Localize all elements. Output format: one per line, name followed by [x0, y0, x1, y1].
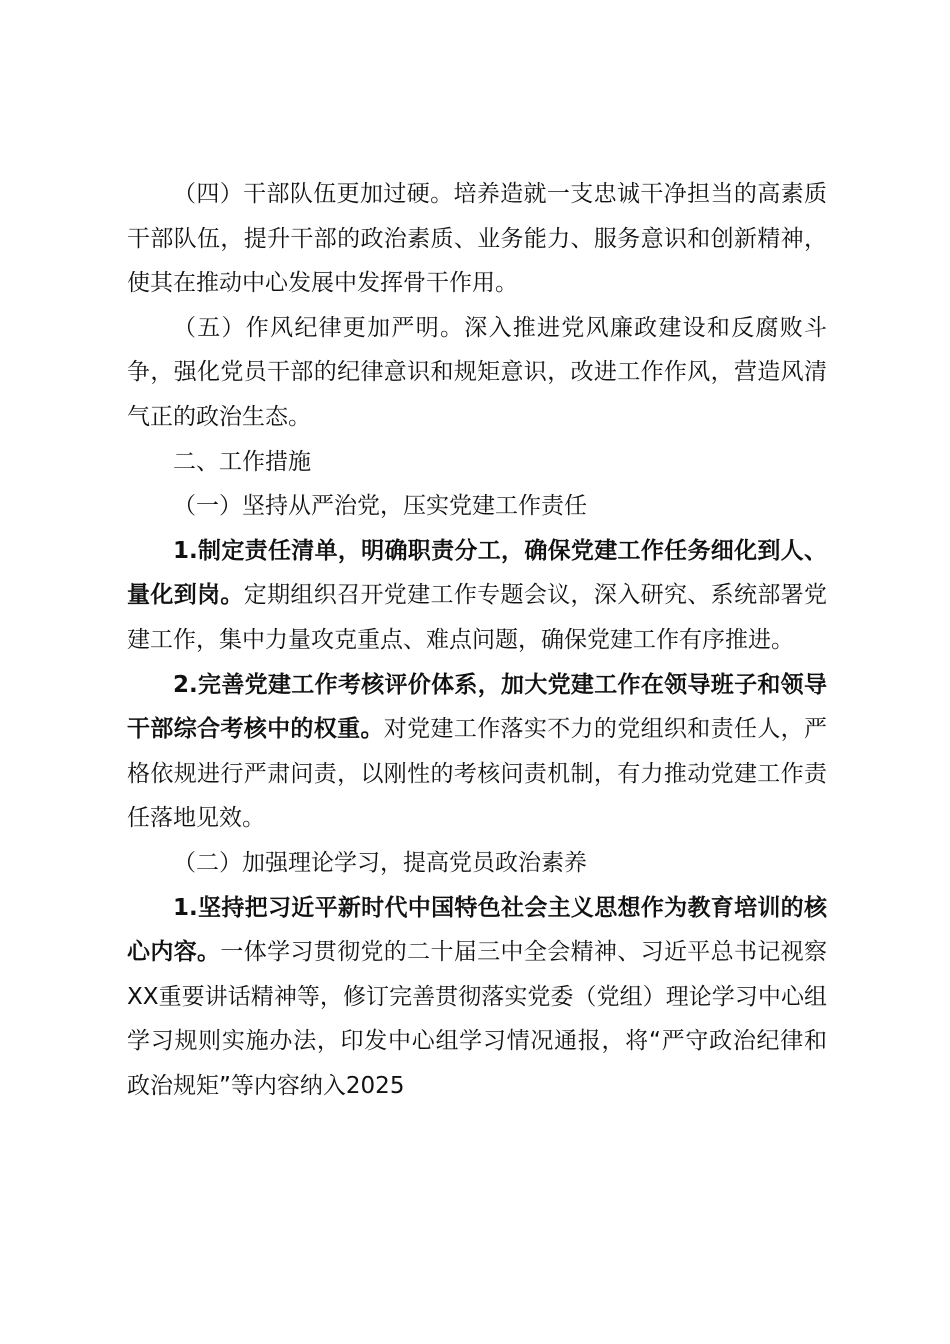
paragraph-assessment-system	[127, 663, 827, 841]
subheading-strict-governance	[127, 484, 827, 529]
paragraph-text: 定期组织召开党建工作专题会议，深入研究、系统部署党建工作，集中力量攻克重点、难点问题，确保党建工作有序推进。	[127, 582, 828, 653]
paragraph-text: （四）干部队伍更加过硬。培养造就一支忠诚干净担当的高素质干部队伍，提升干部的政治素质、业务能力、服务意识和创新精神，使其在推动中心发展中发挥骨干作用。	[127, 181, 827, 297]
paragraph-text: （五）作风纪律更加严明。深入推进党风廉政建设和反腐败斗争，强化党员干部的纪律意识和规矩意识，改进工作作风，营造风清气正的政治生态。	[127, 314, 827, 430]
paragraph-text: （一）坚持从严治党，压实党建工作责任	[173, 493, 587, 520]
document-page	[127, 172, 827, 1108]
paragraph-core-training	[127, 886, 827, 1109]
section-heading-measures	[127, 440, 827, 485]
paragraph-lead: 2.完善党建工作考核评价体系，加大党建工作在领导班子和领导干部综合考核中的权重。	[127, 671, 827, 743]
paragraph-text: （二）加强理论学习，提高党员政治素养	[173, 849, 587, 876]
subheading-theory-study	[127, 841, 827, 886]
paragraph-cadre-team	[127, 172, 827, 306]
paragraph-text: 一体学习贯彻党的二十届三中全会精神、习近平总书记视察XX重要讲话精神等，修订完善贯彻落实党委（党组）理论学习中心组学习规则实施办法，印发中心组学习情况通报，将“严守政治纪律和政治规矩”等内容纳入2025	[127, 939, 828, 1099]
paragraph-responsibility-list	[127, 529, 827, 663]
paragraph-work-style	[127, 306, 827, 440]
paragraph-lead: 1.制定责任清单，明确职责分工，确保党建工作任务细化到人、量化到岗。	[127, 537, 827, 609]
paragraph-text: 二、工作措施	[173, 448, 311, 475]
paragraph-lead: 1.坚持把习近平新时代中国特色社会主义思想作为教育培训的核心内容。	[127, 894, 827, 966]
paragraph-text: 对党建工作落实不力的党组织和责任人，严格依规进行严肃问责，以刚性的考核问责机制，有力推动党建工作责任落地见效。	[127, 716, 828, 832]
